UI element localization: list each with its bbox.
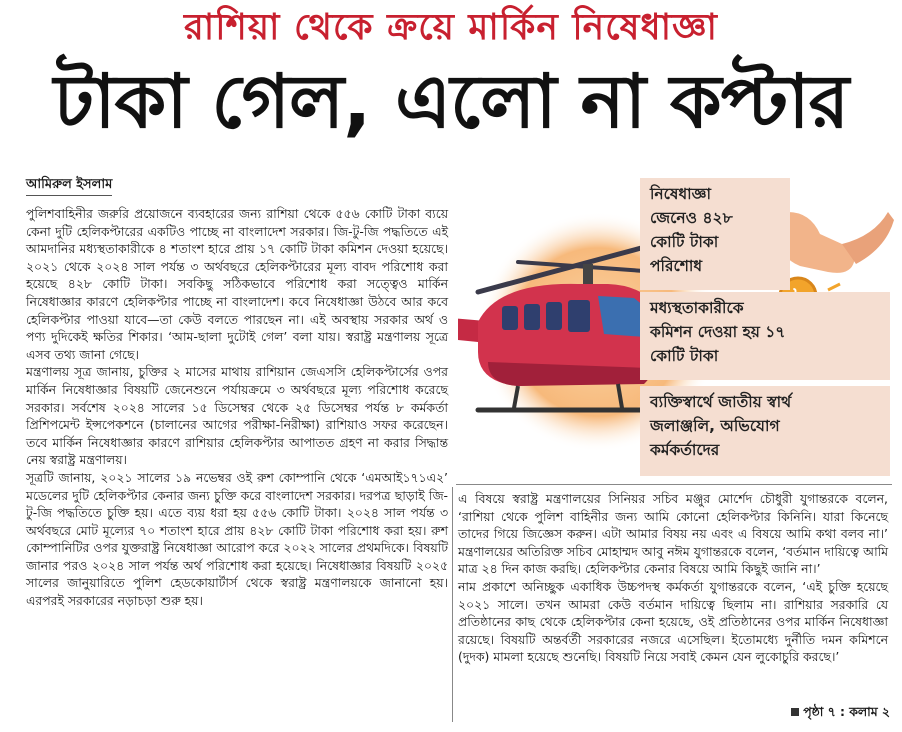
callout-line: মধ্যস্থতাকারীকে (650, 299, 744, 317)
rotor-mast (583, 264, 593, 286)
right-column (458, 490, 888, 666)
paragraph: এ বিষয়ে স্বরাষ্ট্র মন্ত্রণালয়ের সিনিয়র সচিব মঞ্জুর মোর্শেদ চৌধুরী যুগান্তরকে বলেন, ‘রাশিয়া থেকে পুলিশ বাহিনীর জন্য আমি কোনো হেলিকপ্টার কিনিনি। যারা কিনেছে তাদের গিয়ে জিজ্ঞেস করুন। এটা আমার বিষয় নয় এবং এ বিষয়ে আমি কথা বলব না।’ মন্ত্রণালয়ের অতিরিক্ত সচিব মোহাম্মদ আবু নঈম যুগান্তরকে বলেন, ‘বর্তমান দায়িত্বে আমি মাত্র ২৪ দিন কাজ করছি। হেলিকপ্টার কেনার বিষয়ে আমি কিছুই জানি না।’ (458, 491, 888, 577)
hand-icon (780, 212, 855, 273)
door (568, 300, 590, 332)
window (546, 302, 562, 330)
callout-box (640, 178, 790, 290)
callout-line: কোটি টাকা (650, 233, 719, 251)
page-reference (791, 703, 890, 721)
window (502, 306, 518, 330)
main-headline: টাকা গেল, এলো না কপ্টার (53, 59, 849, 145)
left-column (26, 205, 448, 610)
callout-line: জেনেও ৪২৮ (650, 209, 733, 227)
sparkle (828, 284, 840, 290)
paragraph: সূত্রটি জানায়, ২০২১ সালের ১৯ নভেম্বর ওই রুশ কোম্পানি থেকে ‘এমআই১৭১এ২’ মডেলের দুটি হেলিকপ্টার কেনার জন্য চুক্তি করে বাংলাদেশ সরকার। দরপত্র ছাড়াই জি-টু-জি পদ্ধতিতে চুক্তি হয়। এতে ব্যয় ধরা হয় ৫৫৬ কোটি টাকা। ২০২৪ সাল পর্যন্ত ৩ অর্থবছরে মোট মূল্যের ৭০ শতাংশ হারে প্রায় ৪২৮ কোটি টাকা পরিশোধ করা হয়। রুশ কোম্পানিটির ওপর যুক্তরাষ্ট্র নিষেধাজ্ঞা আরোপ করে ২০২২ সালের প্রথমদিকে। বিষয়টি জানার পরও ২০২৪ সাল পর্যন্ত অর্থ পরিশোধ করা হয়েছে। নিষেধাজ্ঞার বিষয়টি ২০২৫ সালের জানুয়ারিতে পুলিশ হেডকোয়ার্টার্স থেকে স্বরাষ্ট্র মন্ত্রণালয়কে জানানো হয়। এরপরই সরকারের নড়াচড়া শুরু হয়। (26, 469, 448, 609)
paragraph: নাম প্রকাশে অনিচ্ছুক একাধিক উচ্চপদস্থ কর্মকর্তা যুগান্তরকে বলেন, ‘এই চুক্তি হয়েছে ২০২১ সালে। তখন আমরা কেউ বর্তমান দায়িত্বে ছিলাম না। রাশিয়ার সরকারি যে প্রতিষ্ঠানের কাছ থেকে হেলিকপ্টার কেনা হয়েছে, ওই প্রতিষ্ঠানের ওপর মার্কিন নিষেধাজ্ঞা রয়েছে। বিষয়টি অন্তর্বর্তী সরকারের নজরে এসেছিল। ইতোমধ্যে দুর্নীতি দমন কমিশনে (দুদক) মামলা হয়েছে শুনেছি। বিষয়টি নিয়ে সবাই কেমন যেন লুকোচুরি করছে।’ (458, 578, 888, 665)
callout-line: নিষেধাজ্ঞা (650, 185, 711, 203)
callout-line: জলাঞ্জলি, অভিযোগ (650, 417, 780, 435)
paragraph: মন্ত্রণালয় সূত্র জানায়, চুক্তির ২ মাসের মাথায় রাশিয়ান জেএসসি হেলিকপ্টার্সের ওপর মার্কিন নিষেধাজ্ঞার বিষয়টি জেনেশুনে পর্যায়ক্রমে ৩ অর্থবছরে মূল্য পরিশোধ করেছে সরকার। সর্বশেষ ২০২৪ সালের ১৫ ডিসেম্বর থেকে ২৫ ডিসেম্বর পর্যন্ত ৮ কর্মকর্তা প্রিশিপমেন্ট ইন্সপেকশনে (চালানের আগের পরীক্ষা-নিরীক্ষা) রাশিয়াও সফর করেছেন। তবে মার্কিন নিষেধাজ্ঞার কারণে রাশিয়ার হেলিকপ্টার আপাতত গ্রহণ না করার সিদ্ধান্ত নেয় স্বরাষ্ট্র মন্ত্রণালয়। (26, 364, 448, 468)
kicker-headline: রাশিয়া থেকে ক্রয়ে মার্কিন নিষেধাজ্ঞা (184, 7, 718, 48)
callout-line: কমিশন দেওয়া হয় ১৭ (650, 323, 786, 341)
divider (452, 487, 453, 722)
callout-line: কোটি টাকা (650, 347, 719, 365)
callout-line: কর্মকর্তাদের (650, 441, 720, 459)
divider (456, 484, 892, 485)
callout-line: পরিশোধ (650, 257, 703, 275)
paragraph: পুলিশবাহিনীর জরুরি প্রয়োজনে ব্যবহারের জন্য রাশিয়া থেকে ৫৫৬ কোটি টাকা ব্যয়ে কেনা দুটি হেলিকপ্টারের একটিও পাচ্ছে না বাংলাদেশ সরকার। জি-টু-জি পদ্ধতিতে এই আমদানির মধ্যস্থতাকারীকে ৪ শতাংশ হারে প্রায় ১৭ কোটি টাকা কমিশন দেওয়া হয়েছে। ২০২১ থেকে ২০২৪ সাল পর্যন্ত ৩ অর্থবছরে হেলিকপ্টারের মূল্য বাবদ পরিশোধ করা হয়েছে ৪২৮ কোটি টাকা। সবকিছু সঠিকভাবে পরিশোধ করা সত্ত্বেও মার্কিন নিষেধাজ্ঞার কারণে হেলিকপ্টার পাচ্ছে না বাংলাদেশ। কবে নিষেধাজ্ঞা উঠবে আর কবে হেলিকপ্টার পাওয়া যাবে—তা কেউ বলতে পারছেন না। এই অবস্থায় সরকার অর্থ ও পণ্য দুদিকেই ক্ষতির শিকার। ‘আম-ছালা দুটোই গেল’ বলা যায়। স্বরাষ্ট্র মন্ত্রণালয় সূত্রে এসব তথ্য জানা গেছে। (26, 206, 448, 362)
window (524, 304, 540, 330)
callout-box (640, 292, 890, 380)
page-reference-text: পৃষ্ঠা ৭ : কলাম ২ (803, 704, 890, 719)
callout-box (640, 386, 890, 476)
square-bullet-icon (791, 708, 799, 716)
byline: আমিরুল ইসলাম (26, 176, 112, 196)
callout-line: ব্যক্তিস্বার্থে জাতীয় স্বার্থ (650, 393, 792, 411)
